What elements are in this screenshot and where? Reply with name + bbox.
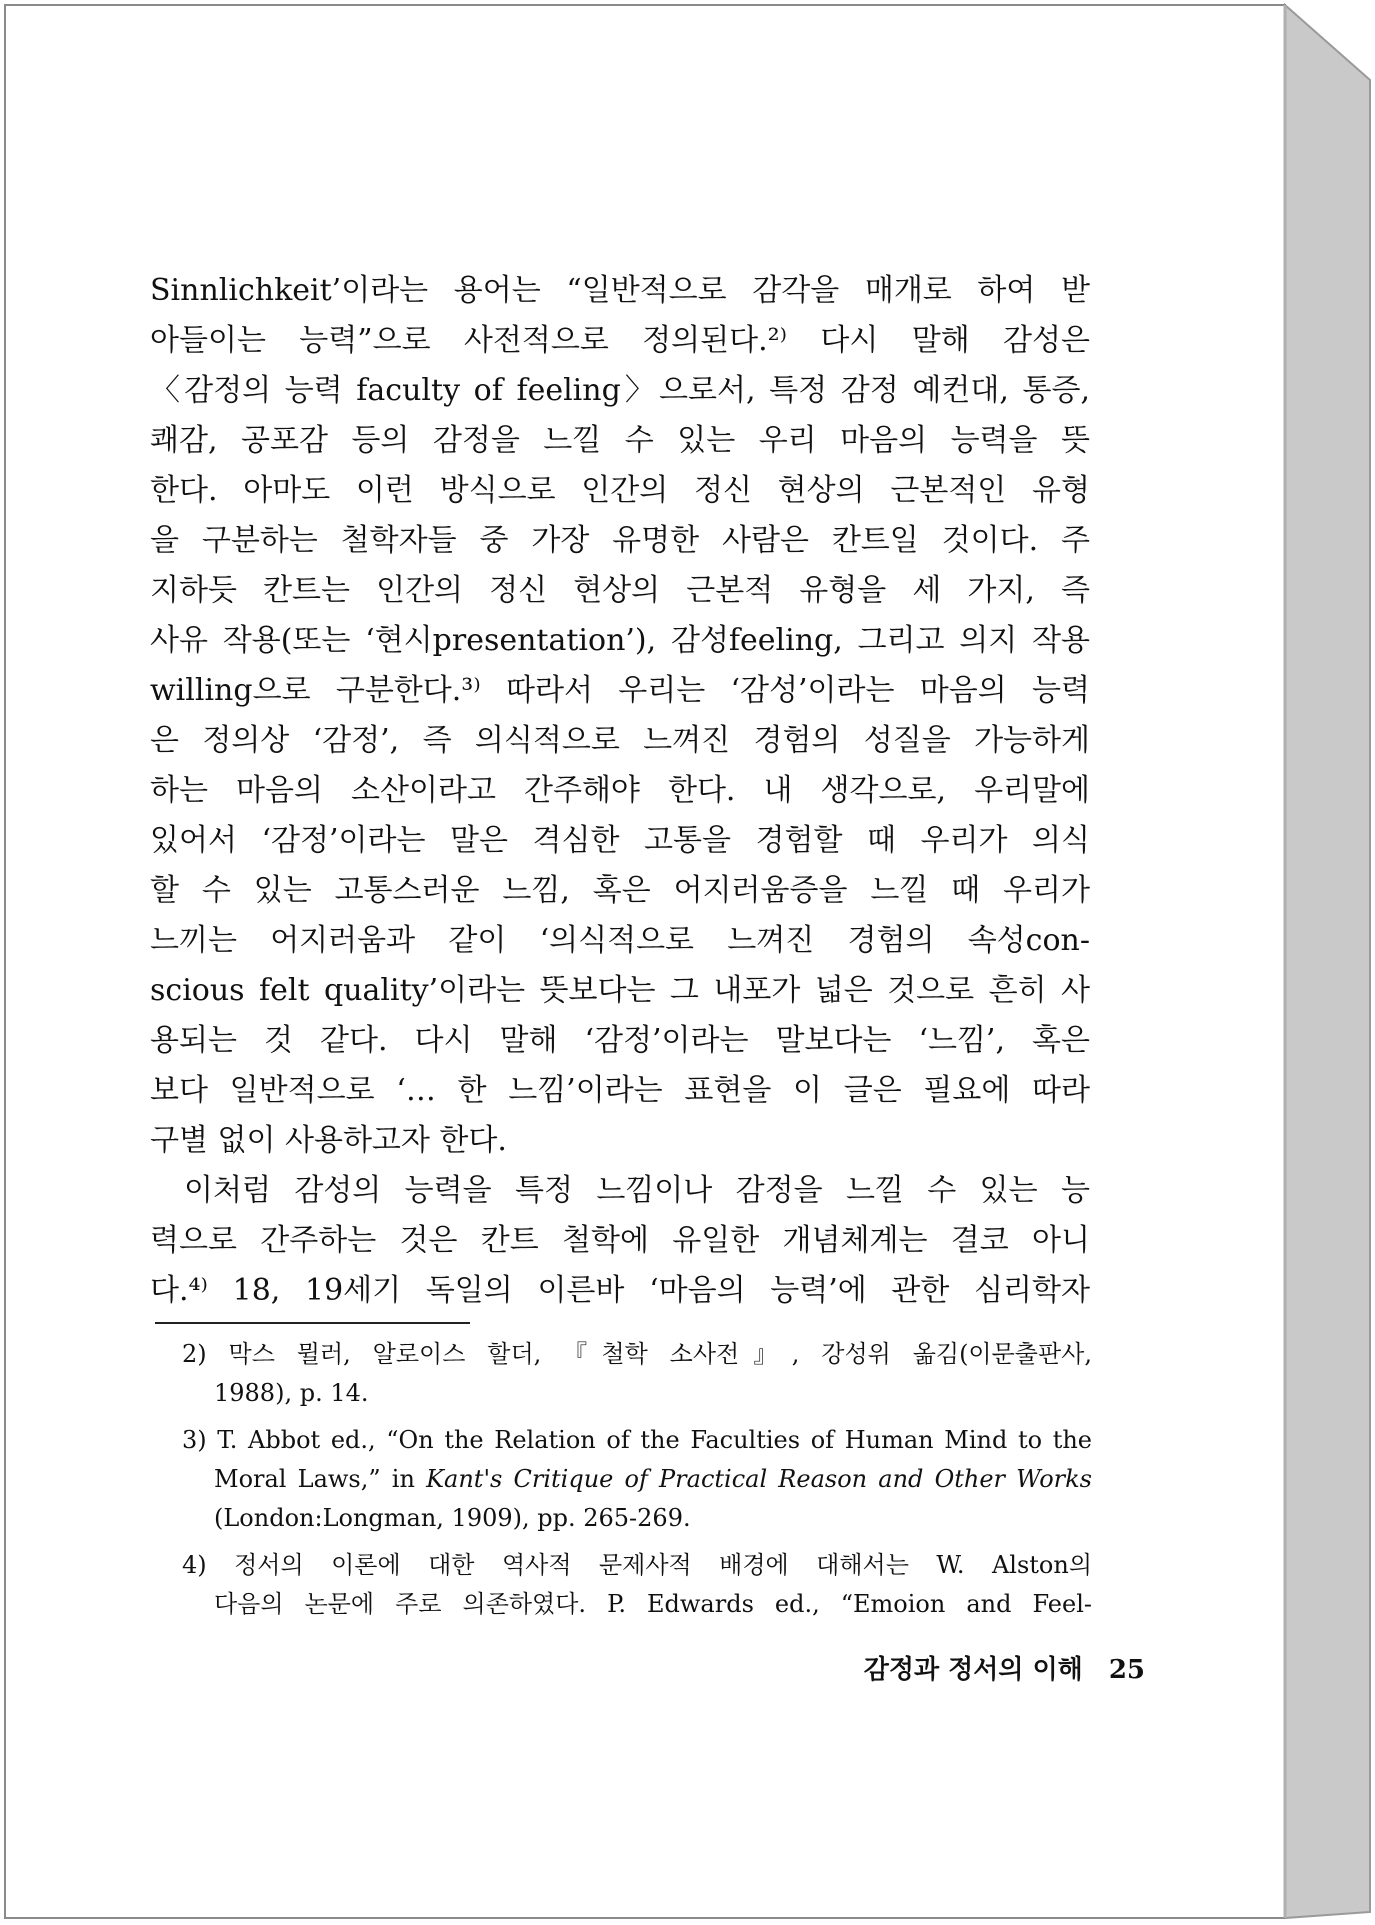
body-line: willing으로 구분한다.³⁾ 따라서 우리는 ‘감성’이라는 마음의 능력 [150,673,1090,708]
body-line: 〈감정의 능력 faculty of feeling〉으로서, 특정 감정 예컨대, 통증, [150,373,1090,408]
running-title: 감정과 정서의 이해 [863,1655,1083,1685]
footnote-3-line [182,1460,1092,1499]
body-line: 하는 마음의 소산이라고 간주해야 한다. 내 생각으로, 우리말에 [150,773,1090,808]
body-line: 사유 작용(또는 ‘현시presentation’), 감성feeling, 그리고 의지 작용 [150,623,1090,658]
body-line: 한다. 아마도 이런 방식으로 인간의 정신 현상의 근본적인 유형 [150,473,1090,508]
footnotes [182,1335,1092,1624]
body-line-paragraph-start: 이처럼 감성의 능력을 특정 느낌이나 감정을 느낄 수 있는 능 [184,1173,1090,1208]
page-footer [864,1650,1145,1690]
page-number: 25 [1108,1655,1145,1685]
footnote-4-line: 다음의 논문에 주로 의존하였다. P. Edwards ed., “Emoion and Feel- [214,1590,1092,1618]
footnote-2-line: 1988), p. 14. [214,1379,369,1407]
footnote-4-line: 4) 정서의 이론에 대한 역사적 문제사적 배경에 대해서는 W. Alston의 [182,1551,1092,1579]
body-line: 있어서 ‘감정’이라는 말은 격심한 고통을 경험할 때 우리가 의식 [150,823,1090,858]
footnote-3-text: Moral Laws,” in [214,1465,427,1493]
body-line: 용되는 것 같다. 다시 말해 ‘감정’이라는 말보다는 ‘느낌’, 혹은 [150,1023,1090,1058]
book-spine-side [1285,5,1370,1918]
body-line: 력으로 간주하는 것은 칸트 철학에 유일한 개념체계는 결코 아니 [150,1223,1090,1258]
body-line: 느끼는 어지러움과 같이 ‘의식적으로 느껴진 경험의 속성con- [150,923,1090,958]
body-line: Sinnlichkeit’이라는 용어는 “일반적으로 감각을 매개로 하여 받 [150,273,1090,308]
body-line: 구별 없이 사용하고자 한다. [150,1123,507,1158]
body-line: 지하듯 칸트는 인간의 정신 현상의 근본적 유형을 세 가지, 즉 [150,573,1090,608]
body-text [150,266,1090,1316]
body-line: 쾌감, 공포감 등의 감정을 느낄 수 있는 우리 마음의 능력을 뜻 [150,423,1090,458]
body-line: 할 수 있는 고통스러운 느낌, 혹은 어지러움증을 느낄 때 우리가 [150,873,1090,908]
footnote-3-line: 3) T. Abbot ed., “On the Relation of the Faculties of Human Mind to the [182,1426,1092,1454]
footnote-3-book-title: Kant's Critique of Practical Reason and Other Works [426,1465,1092,1493]
footnote-2-line: 2) 막스 뮐러, 알로이스 할더, 『철학 소사전』, 강성위 옮김(이문출판사, [182,1340,1092,1368]
body-line: 은 정의상 ‘감정’, 즉 의식적으로 느껴진 경험의 성질을 가능하게 [150,723,1090,758]
footnote-3-line: (London:Longman, 1909), pp. 265-269. [214,1504,691,1532]
footnote-rule [155,1322,470,1324]
body-line: scious felt quality’이라는 뜻보다는 그 내포가 넓은 것으로 흔히 사 [150,973,1090,1008]
body-line: 다.⁴⁾ 18, 19세기 독일의 이른바 ‘마음의 능력’에 관한 심리학자 [150,1273,1090,1308]
body-line: 보다 일반적으로 ‘… 한 느낌’이라는 표현을 이 글은 필요에 따라 [150,1073,1090,1108]
body-line: 아들이는 능력”으로 사전적으로 정의된다.²⁾ 다시 말해 감성은 [150,323,1090,358]
body-line: 을 구분하는 철학자들 중 가장 유명한 사람은 칸트일 것이다. 주 [150,523,1090,558]
